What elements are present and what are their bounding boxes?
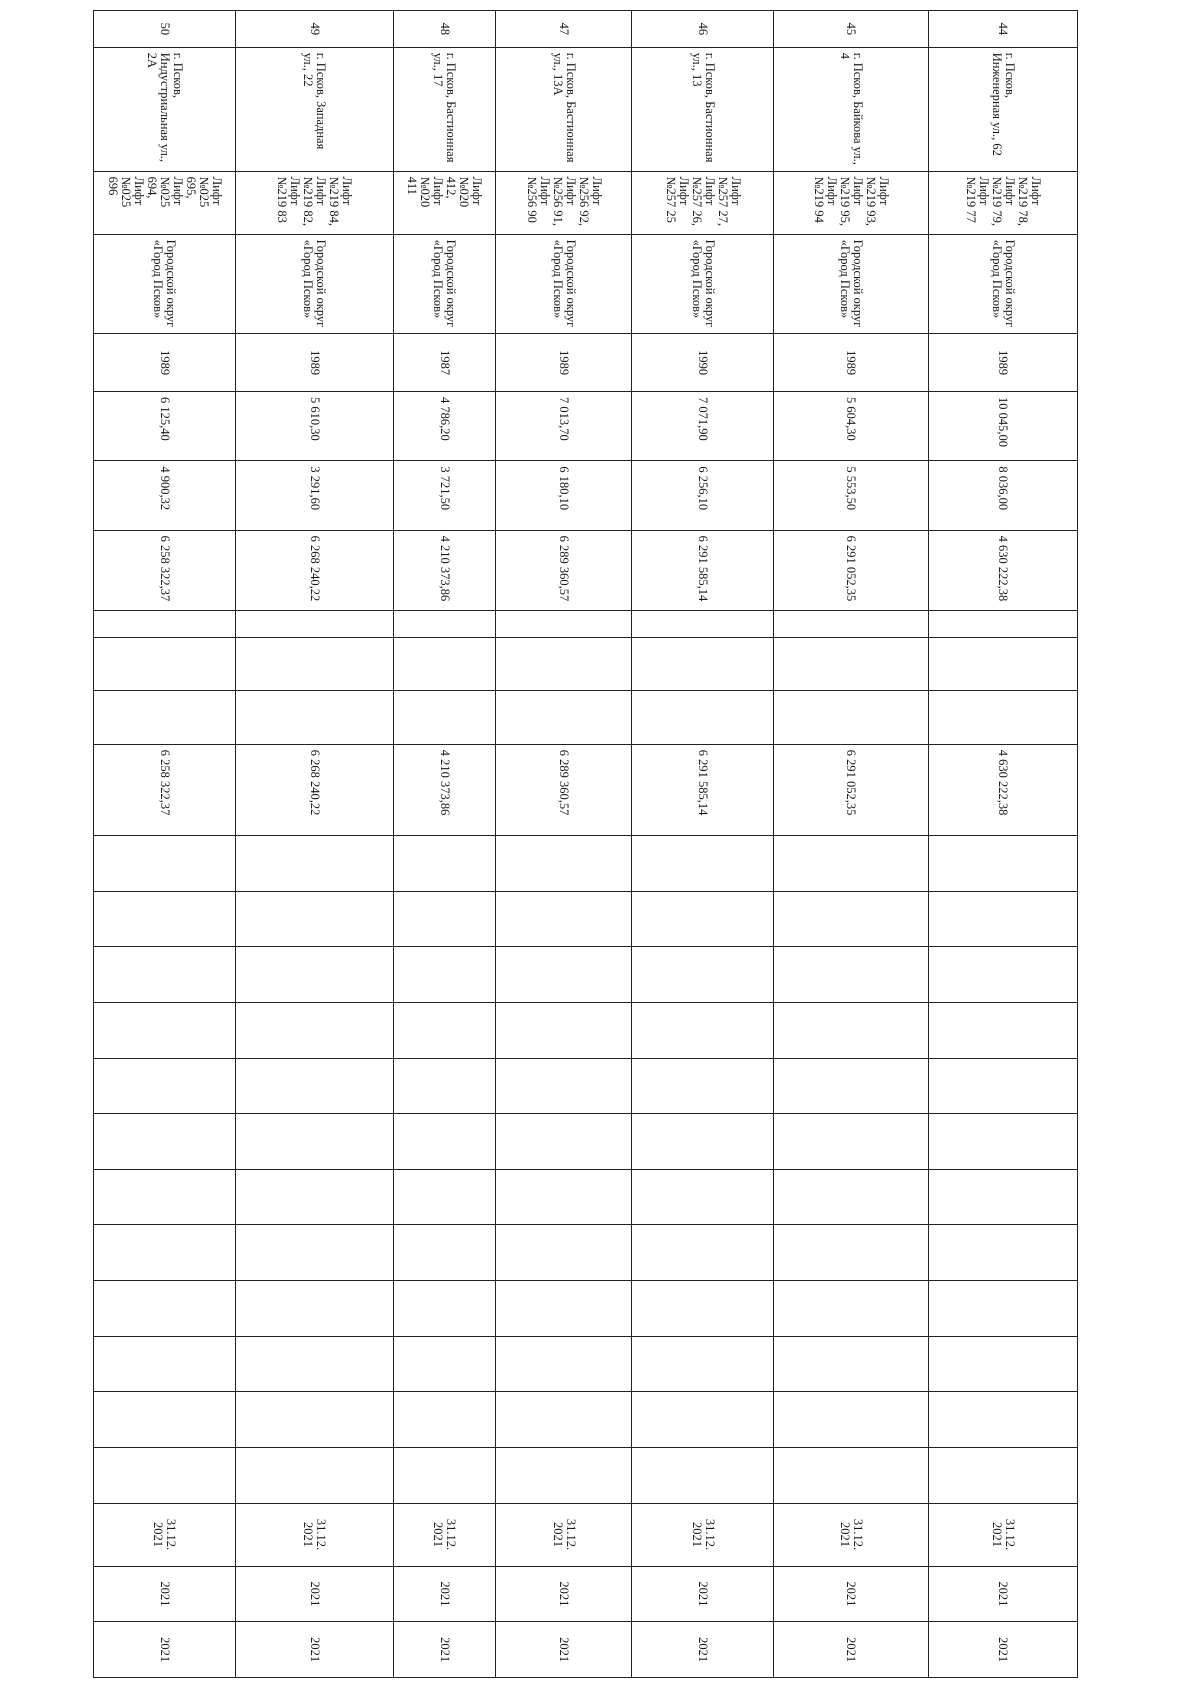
empty-cell	[632, 1169, 774, 1225]
cell-year-fact: 2021	[632, 1622, 774, 1678]
empty-cell	[496, 1447, 632, 1503]
cell-year-fact: 2021	[235, 1622, 393, 1678]
cell-owner: Городской округ «Город Псков»	[496, 234, 632, 334]
empty-cell	[94, 891, 236, 947]
empty-cell	[235, 1447, 393, 1503]
empty-cell	[928, 1114, 1077, 1170]
cell-address: г. Псков, Индустриальная ул., 2А	[94, 47, 236, 171]
cell-area-living: 6 256,10	[632, 461, 774, 530]
empty-cell	[235, 836, 393, 892]
empty-cell	[632, 1447, 774, 1503]
cell-area-total: 7 071,90	[632, 392, 774, 461]
empty-cell	[235, 1225, 393, 1281]
empty-cell	[94, 1002, 236, 1058]
cell-owner: Городской округ «Город Псков»	[928, 234, 1077, 334]
cell-lifts: Лифт №219 93, Лифт №219 95, Лифт №219 94	[773, 171, 928, 234]
cell-year-fact: 2021	[94, 1622, 236, 1678]
empty-cell	[393, 611, 495, 637]
empty-cell	[393, 836, 495, 892]
empty-cell	[928, 891, 1077, 947]
cell-area-total: 5 610,30	[235, 392, 393, 461]
cell-address: г. Псков, Бастионная ул., 17	[393, 47, 495, 171]
cell-cost-repair: 6 291 052,35	[773, 744, 928, 835]
table-row	[94, 11, 236, 1678]
cell-area-total: 7 013,70	[496, 392, 632, 461]
empty-cell	[235, 1281, 393, 1337]
cell-year-plan: 2021	[928, 1566, 1077, 1622]
cell-lifts: Лифт №219 84, Лифт №219 82, Лифт №219 83	[235, 171, 393, 234]
empty-cell	[94, 836, 236, 892]
empty-cell	[928, 1002, 1077, 1058]
empty-cell	[928, 1336, 1077, 1392]
cell-cost-repair: 6 268 240,22	[235, 744, 393, 835]
cell-year-plan: 2021	[393, 1566, 495, 1622]
empty-cell	[496, 1058, 632, 1114]
empty-cell	[632, 1114, 774, 1170]
cell-lifts: Лифт №257 27, Лифт №257 26, Лифт №257 25	[632, 171, 774, 234]
cell-address: г. Псков, Западная ул., 22	[235, 47, 393, 171]
cell-cost-repair: 6 289 360,57	[496, 744, 632, 835]
empty-cell	[496, 1225, 632, 1281]
cell-owner: Городской округ «Город Псков»	[393, 234, 495, 334]
cell-area-living: 8 036,00	[928, 461, 1077, 530]
empty-cell	[632, 891, 774, 947]
cell-year: 1989	[773, 334, 928, 392]
cell-area-living: 3 721,50	[393, 461, 495, 530]
empty-cell	[496, 1336, 632, 1392]
cell-owner: Городской округ «Город Псков»	[632, 234, 774, 334]
empty-cell	[393, 1447, 495, 1503]
cell-area-living: 3 291,60	[235, 461, 393, 530]
empty-cell	[632, 947, 774, 1003]
empty-cell	[393, 1392, 495, 1448]
empty-cell	[632, 1058, 774, 1114]
empty-cell	[94, 1447, 236, 1503]
cell-cost-repair: 4 210 373,86	[393, 744, 495, 835]
empty-cell	[235, 1169, 393, 1225]
cell-year: 1989	[496, 334, 632, 392]
table-row	[773, 11, 928, 1678]
empty-cell	[94, 611, 236, 637]
cell-date-end: 31.12. 2021	[235, 1503, 393, 1566]
empty-cell	[496, 637, 632, 691]
cell-area-total: 6 125,40	[94, 392, 236, 461]
empty-cell	[393, 1058, 495, 1114]
empty-cell	[928, 836, 1077, 892]
empty-cell	[632, 1002, 774, 1058]
empty-cell	[773, 637, 928, 691]
empty-cell	[928, 691, 1077, 745]
rotated-scanned-page	[93, 10, 1078, 1678]
cell-cost-total: 4 210 373,86	[393, 530, 495, 611]
cell-year-fact: 2021	[393, 1622, 495, 1678]
empty-cell	[496, 891, 632, 947]
empty-cell	[773, 1002, 928, 1058]
empty-cell	[94, 1058, 236, 1114]
cell-cost-total: 6 268 240,22	[235, 530, 393, 611]
cell-area-total: 10 045,00	[928, 392, 1077, 461]
empty-cell	[496, 1114, 632, 1170]
empty-cell	[928, 1058, 1077, 1114]
empty-cell	[94, 947, 236, 1003]
cell-year-fact: 2021	[773, 1622, 928, 1678]
empty-cell	[235, 1114, 393, 1170]
empty-cell	[235, 947, 393, 1003]
cell-no: 47	[496, 11, 632, 48]
cell-year: 1989	[928, 334, 1077, 392]
empty-cell	[235, 1002, 393, 1058]
cell-cost-total: 6 258 322,37	[94, 530, 236, 611]
empty-cell	[496, 1281, 632, 1337]
empty-cell	[773, 1114, 928, 1170]
cell-owner: Городской округ «Город Псков»	[773, 234, 928, 334]
empty-cell	[393, 691, 495, 745]
empty-cell	[393, 1002, 495, 1058]
empty-cell	[928, 1281, 1077, 1337]
empty-cell	[94, 1392, 236, 1448]
cell-cost-total: 4 630 222,38	[928, 530, 1077, 611]
empty-cell	[773, 1392, 928, 1448]
empty-cell	[928, 637, 1077, 691]
empty-cell	[773, 691, 928, 745]
cell-owner: Городской округ «Город Псков»	[235, 234, 393, 334]
cell-date-end: 31.12. 2021	[94, 1503, 236, 1566]
empty-cell	[928, 1392, 1077, 1448]
empty-cell	[773, 611, 928, 637]
empty-cell	[393, 947, 495, 1003]
empty-cell	[773, 1336, 928, 1392]
cell-lifts: Лифт №219 78, Лифт №219 79, Лифт №219 77	[928, 171, 1077, 234]
cell-no: 48	[393, 11, 495, 48]
empty-cell	[94, 1169, 236, 1225]
empty-cell	[393, 1169, 495, 1225]
cell-area-living: 4 900,32	[94, 461, 236, 530]
cell-year-plan: 2021	[94, 1566, 236, 1622]
cell-address: г. Псков, Байкова ул., 4	[773, 47, 928, 171]
empty-cell	[235, 1336, 393, 1392]
cell-year-fact: 2021	[928, 1622, 1077, 1678]
cell-area-living: 6 180,10	[496, 461, 632, 530]
empty-cell	[632, 611, 774, 637]
cell-lifts: Лифт №020 412, Лифт №020 411	[393, 171, 495, 234]
cell-cost-total: 6 291 052,35	[773, 530, 928, 611]
empty-cell	[235, 1058, 393, 1114]
empty-cell	[632, 836, 774, 892]
empty-cell	[496, 1169, 632, 1225]
cell-cost-total: 6 289 360,57	[496, 530, 632, 611]
empty-cell	[235, 637, 393, 691]
cell-year: 1990	[632, 334, 774, 392]
cell-cost-repair: 4 630 222,38	[928, 744, 1077, 835]
cell-year-fact: 2021	[496, 1622, 632, 1678]
empty-cell	[235, 891, 393, 947]
cell-area-total: 5 604,30	[773, 392, 928, 461]
empty-cell	[393, 637, 495, 691]
cell-date-end: 31.12. 2021	[393, 1503, 495, 1566]
table-row	[235, 11, 393, 1678]
empty-cell	[632, 637, 774, 691]
cell-owner: Городской округ «Город Псков»	[94, 234, 236, 334]
empty-cell	[928, 611, 1077, 637]
empty-cell	[632, 1336, 774, 1392]
cell-date-end: 31.12. 2021	[773, 1503, 928, 1566]
empty-cell	[773, 1058, 928, 1114]
cell-cost-repair: 6 258 322,37	[94, 744, 236, 835]
empty-cell	[393, 1336, 495, 1392]
cell-year-plan: 2021	[632, 1566, 774, 1622]
cell-address: г. Псков, Бастионная ул., 13	[632, 47, 774, 171]
empty-cell	[393, 1281, 495, 1337]
empty-cell	[773, 1225, 928, 1281]
empty-cell	[773, 891, 928, 947]
table-row	[496, 11, 632, 1678]
empty-cell	[94, 1336, 236, 1392]
table-row	[632, 11, 774, 1678]
cell-date-end: 31.12. 2021	[496, 1503, 632, 1566]
empty-cell	[496, 1002, 632, 1058]
empty-cell	[632, 1392, 774, 1448]
empty-cell	[928, 1225, 1077, 1281]
empty-cell	[773, 836, 928, 892]
empty-cell	[773, 1281, 928, 1337]
cell-no: 46	[632, 11, 774, 48]
cell-lifts: Лифт №256 92, Лифт №256 91, Лифт №256 90	[496, 171, 632, 234]
cell-year: 1989	[94, 334, 236, 392]
cell-year-plan: 2021	[496, 1566, 632, 1622]
cell-area-living: 5 553,50	[773, 461, 928, 530]
register-table	[93, 10, 1078, 1678]
empty-cell	[496, 947, 632, 1003]
cell-address: г. Псков, Бастионная ул., 13А	[496, 47, 632, 171]
cell-no: 44	[928, 11, 1077, 48]
empty-cell	[94, 1281, 236, 1337]
empty-cell	[496, 1392, 632, 1448]
empty-cell	[928, 947, 1077, 1003]
empty-cell	[928, 1447, 1077, 1503]
empty-cell	[235, 691, 393, 745]
cell-no: 50	[94, 11, 236, 48]
empty-cell	[773, 1447, 928, 1503]
empty-cell	[773, 1169, 928, 1225]
cell-no: 45	[773, 11, 928, 48]
empty-cell	[94, 1225, 236, 1281]
empty-cell	[773, 947, 928, 1003]
cell-area-total: 4 786,20	[393, 392, 495, 461]
cell-cost-total: 6 291 585,14	[632, 530, 774, 611]
empty-cell	[235, 611, 393, 637]
empty-cell	[632, 1281, 774, 1337]
cell-cost-repair: 6 291 585,14	[632, 744, 774, 835]
empty-cell	[632, 691, 774, 745]
empty-cell	[235, 1392, 393, 1448]
empty-cell	[393, 891, 495, 947]
empty-cell	[94, 637, 236, 691]
table-row	[393, 11, 495, 1678]
table-row	[928, 11, 1077, 1678]
cell-year-plan: 2021	[235, 1566, 393, 1622]
cell-year: 1987	[393, 334, 495, 392]
cell-date-end: 31.12. 2021	[632, 1503, 774, 1566]
empty-cell	[496, 691, 632, 745]
cell-date-end: 31.12. 2021	[928, 1503, 1077, 1566]
empty-cell	[393, 1114, 495, 1170]
empty-cell	[94, 691, 236, 745]
cell-lifts: Лифт №025 695, Лифт №025 694, Лифт №025 696	[94, 171, 236, 234]
cell-address: г. Псков, Инженерная ул., 62	[928, 47, 1077, 171]
empty-cell	[496, 611, 632, 637]
empty-cell	[928, 1169, 1077, 1225]
empty-cell	[496, 836, 632, 892]
empty-cell	[94, 1114, 236, 1170]
cell-year-plan: 2021	[773, 1566, 928, 1622]
cell-year: 1989	[235, 334, 393, 392]
empty-cell	[393, 1225, 495, 1281]
empty-cell	[632, 1225, 774, 1281]
cell-no: 49	[235, 11, 393, 48]
